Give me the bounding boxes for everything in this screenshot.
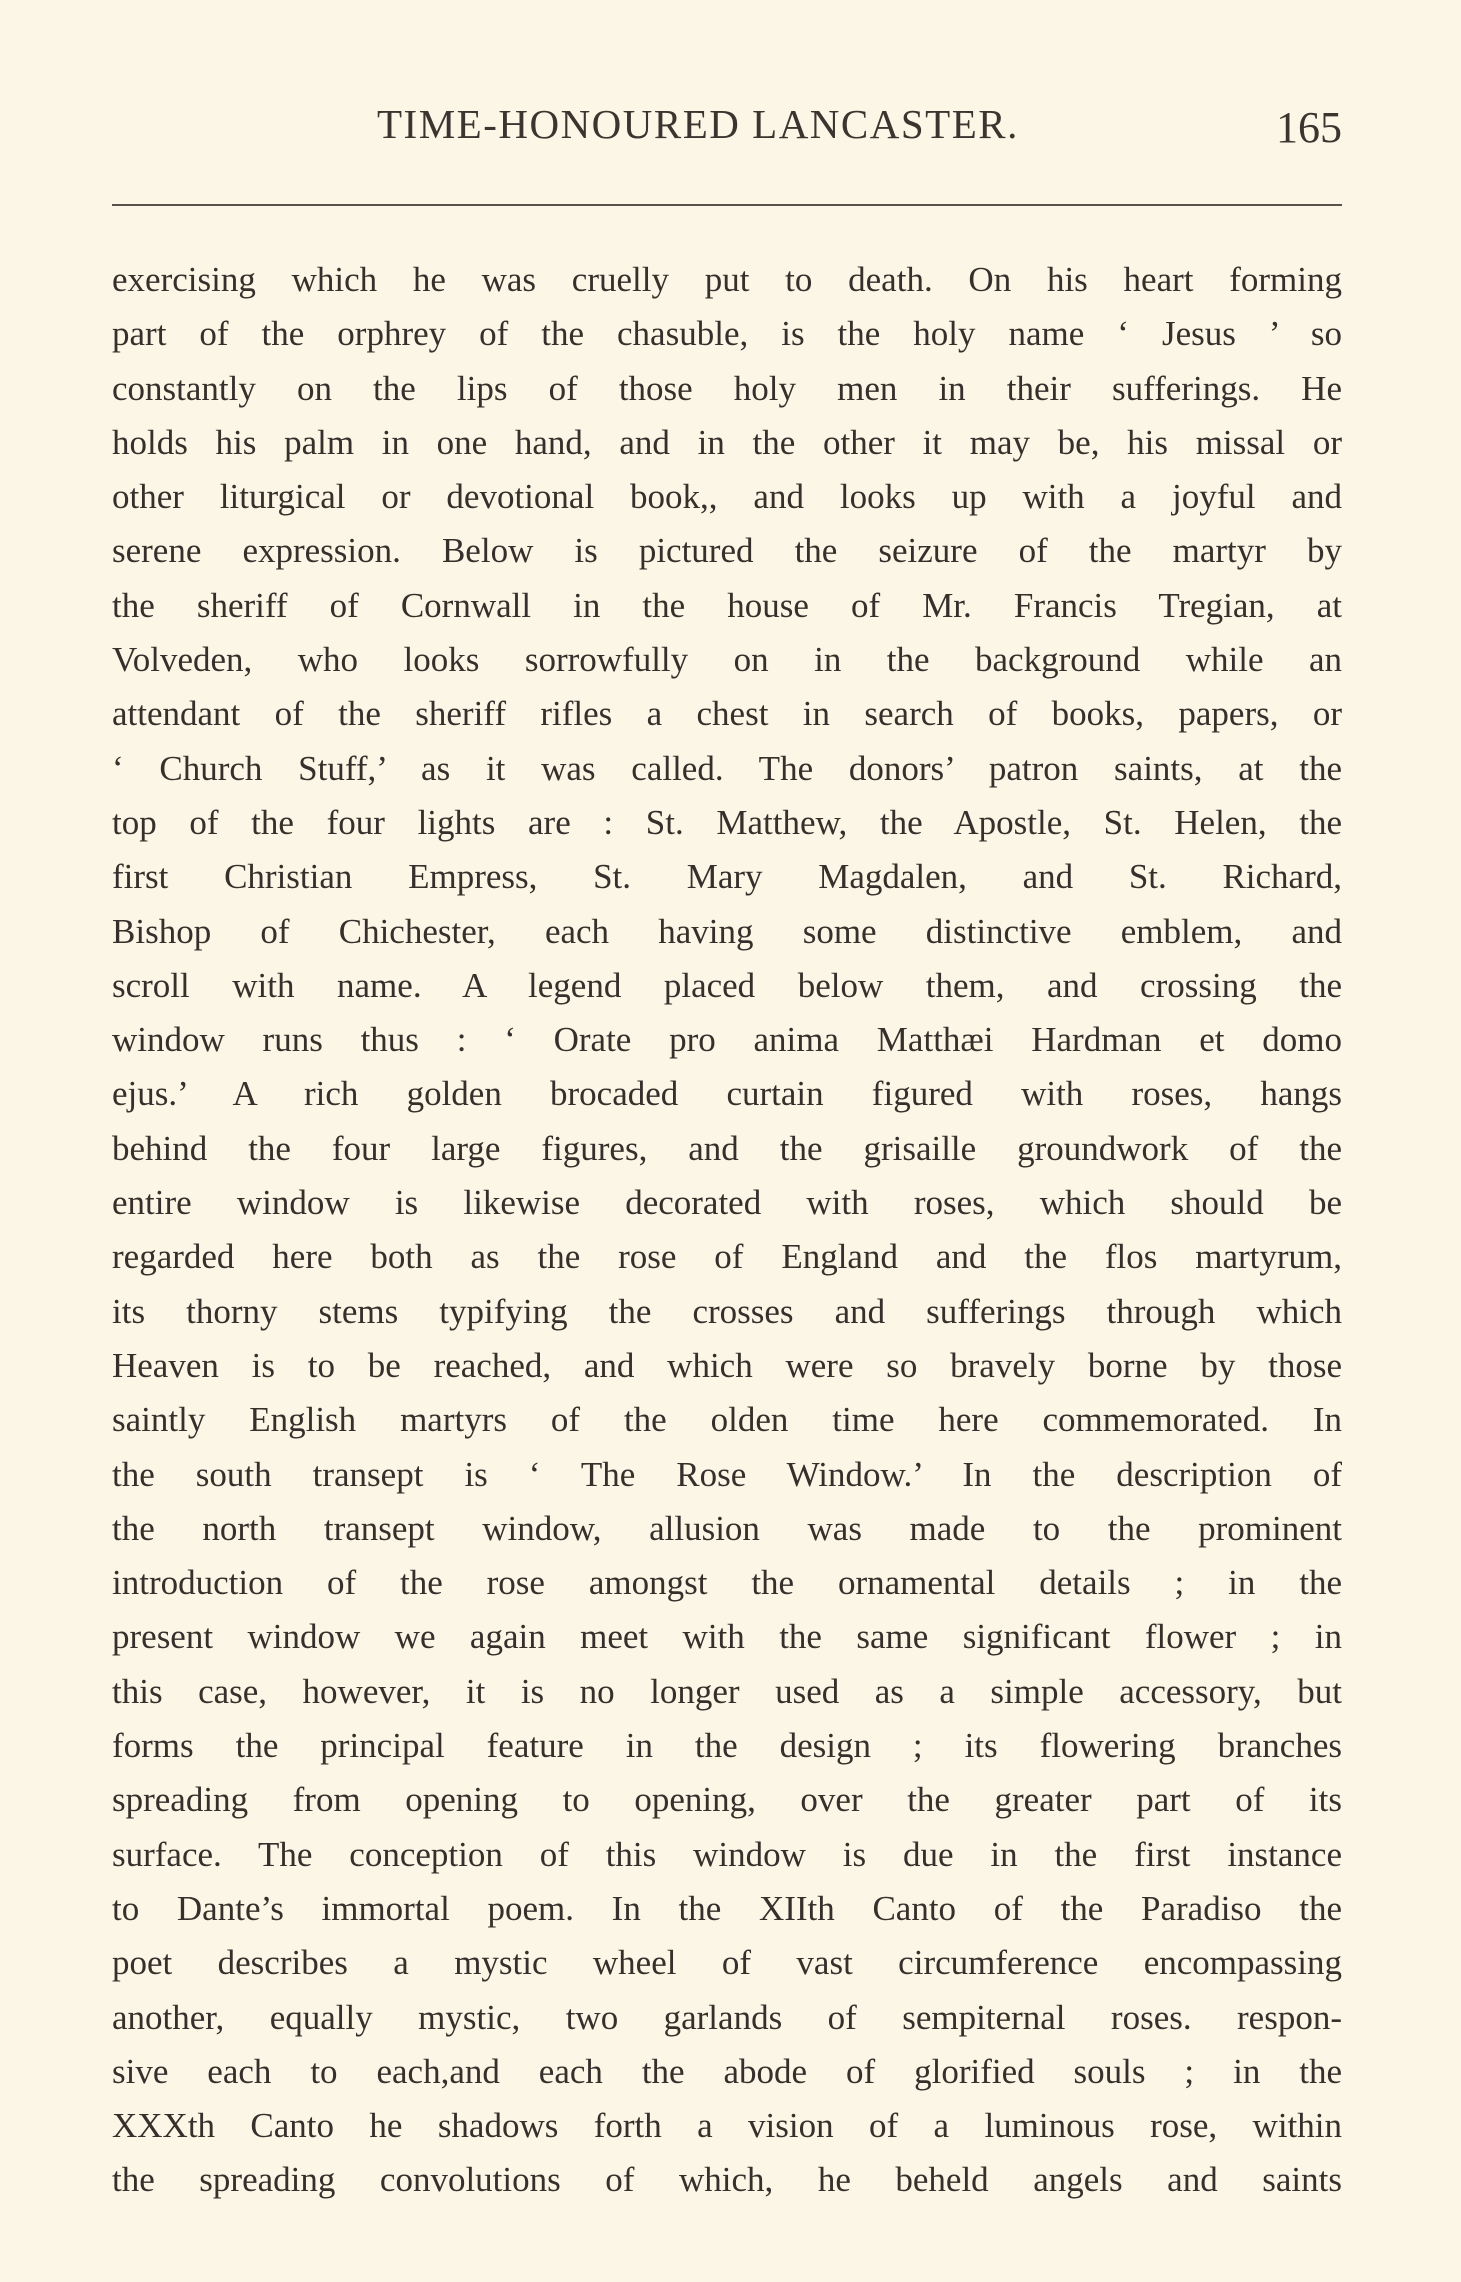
text-line: its thorny stems typifying the crosses and sufferings through which (112, 1291, 1342, 1331)
text-line: holds his palm in one hand, and in the other it may be, his missal or (112, 422, 1342, 462)
text-line: first Christian Empress, St. Mary Magdalen, and St. Richard, (112, 857, 1342, 897)
text-line: present window we again meet with the same significant flower ; in (112, 1617, 1342, 1657)
body-text (112, 253, 1342, 2208)
text-line: window runs thus : ‘ Orate pro anima Matthæi Hardman et domo (112, 1020, 1342, 1060)
text-line: ‘ Church Stuff,’ as it was called. The donors’ patron saints, at the (112, 748, 1342, 788)
text-line: surface. The conception of this window is due in the first instance (112, 1834, 1342, 1874)
text-line: the sheriff of Cornwall in the house of Mr. Francis Tregian, at (112, 585, 1342, 625)
text-line: this case, however, it is no longer used as a simple accessory, but (112, 1671, 1342, 1711)
text-line: top of the four lights are : St. Matthew, the Apostle, St. Helen, the (112, 802, 1342, 842)
running-title: TIME-HONOURED LANCASTER. (377, 101, 1019, 147)
text-line: XXXth Canto he shadows forth a vision of a luminous rose, within (112, 2106, 1342, 2146)
text-line: part of the orphrey of the chasuble, is the holy name ‘ Jesus ’ so (112, 314, 1342, 354)
text-line: exercising which he was cruelly put to death. On his heart forming (112, 260, 1342, 299)
text-line: Volveden, who looks sorrowfully on in the background while an (112, 640, 1342, 680)
text-line: forms the principal feature in the design ; its flowering branches (112, 1726, 1342, 1766)
text-line: sive each to each,and each the abode of glorified souls ; in the (112, 2051, 1342, 2091)
text-line: ejus.’ A rich golden brocaded curtain figured with roses, hangs (112, 1074, 1342, 1114)
page-number: 165 (1276, 103, 1342, 152)
text-line: Heaven is to be reached, and which were so bravely borne by those (112, 1345, 1342, 1385)
text-line: attendant of the sheriff rifles a chest in search of books, papers, or (112, 694, 1342, 734)
text-line: saintly English martyrs of the olden time here commemorated. In (112, 1400, 1342, 1440)
text-line: entire window is likewise decorated with roses, which should be (112, 1183, 1342, 1223)
text-line: constantly on the lips of those holy men in their sufferings. He (112, 368, 1342, 408)
text-line: the spreading convolutions of which, he beheld angels and saints (112, 2160, 1342, 2200)
text-line: spreading from opening to opening, over the greater part of its (112, 1780, 1342, 1820)
text-line: to Dante’s immortal poem. In the XIIth Canto of the Paradiso the (112, 1888, 1342, 1928)
page-header (112, 100, 1342, 160)
text-line: serene expression. Below is pictured the seizure of the martyr by (112, 531, 1342, 571)
header-rule (112, 204, 1342, 206)
text-line: other liturgical or devotional book,, and looks up with a joyful and (112, 477, 1342, 517)
text-line: Bishop of Chichester, each having some distinctive emblem, and (112, 911, 1342, 951)
text-line: the south transept is ‘ The Rose Window.’ In the description of (112, 1454, 1342, 1494)
text-line: introduction of the rose amongst the ornamental details ; in the (112, 1563, 1342, 1603)
text-line: behind the four large figures, and the grisaille groundwork of the (112, 1128, 1342, 1168)
text-line: poet describes a mystic wheel of vast circumference encompassing (112, 1943, 1342, 1983)
text-line: scroll with name. A legend placed below them, and crossing the (112, 965, 1342, 1005)
text-line: the north transept window, allusion was made to the prominent (112, 1508, 1342, 1548)
text-line: another, equally mystic, two garlands of sempiternal roses. respon- (112, 1997, 1342, 2037)
text-line: regarded here both as the rose of England and the flos martyrum, (112, 1237, 1342, 1277)
